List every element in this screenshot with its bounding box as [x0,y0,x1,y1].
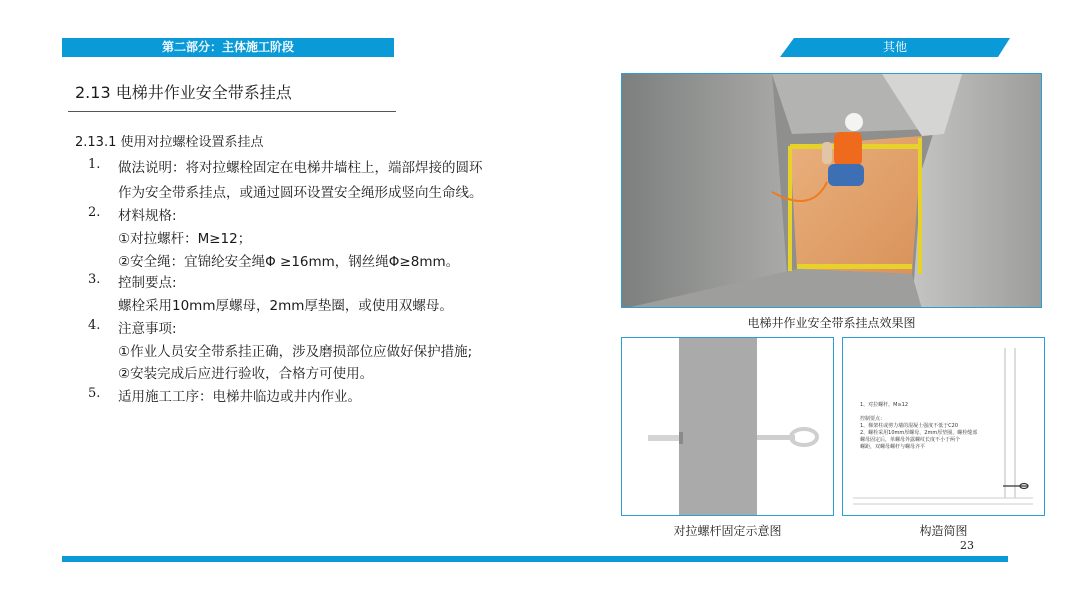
list-number: 4. [88,318,101,333]
list-line: 螺栓采用10mm厚螺母，2mm厚垫圈，或使用双螺母。 [118,298,453,314]
sketch-note: 螺距，双螺母螺杆与螺母齐平 [860,444,926,450]
sketch-note: 1、梯架柱或剪力墙的混凝土强度不低于C20 [860,423,959,429]
sketch-notes [860,402,977,451]
list-line: 材料规格: [118,208,177,224]
list-number: 5. [88,386,101,401]
list-line: ①对拉螺杆：M≥12； [118,231,252,247]
elevator-shaft-render [621,73,1042,308]
section-title: 2.13 电梯井作业安全带系挂点 [75,83,292,102]
list-line: 控制要点: [118,275,177,291]
bolt-figure-caption: 对拉螺杆固定示意图 [673,524,782,538]
sketch-note: 2、螺栓采用10mm厚螺母，2mm厚垫圈，螺栓缝部 [860,430,978,436]
title-underline [68,111,396,112]
list-line: 适用施工工序：电梯井临边或井内作业。 [118,389,361,405]
list-line: 作为安全带系挂点，或通过圆环设置安全绳形成竖向生命线。 [118,185,483,201]
sketch-figure-caption: 构造简图 [919,524,968,538]
header-category-label: 其他 [882,40,907,54]
subsection-title: 2.13.1 使用对拉螺栓设置系挂点 [75,135,264,150]
list-number: 3. [88,272,101,287]
list-line: 注意事项: [118,321,177,337]
header-part-label: 第二部分：主体施工阶段 [161,40,294,54]
list-line: 做法说明：将对拉螺栓固定在电梯井墙柱上，端部焊接的圆环 [118,160,483,176]
footer-bar [62,556,1008,562]
shaft-scene-illustration [622,74,1042,308]
main-figure-caption: 电梯井作业安全带系挂点效果图 [747,316,916,330]
list-line: ②安装完成后应进行验收，合格方可使用。 [118,366,374,382]
bolt-illustration [622,338,834,516]
construction-sketch-figure [842,337,1045,516]
sketch-note: 控制要点： [860,416,886,422]
list-number: 1. [88,157,101,172]
sketch-note: 1、对拉螺杆，M≥12 [860,402,909,408]
list-line: ②安全绳：宜锦纶安全绳Φ ≥16mm，钢丝绳Φ≥8mm。 [118,254,460,270]
list-number: 2. [88,205,101,220]
list-line: ①作业人员安全带系挂正确，涉及磨损部位应做好保护措施; [118,344,473,360]
footer-stripes [870,552,1010,564]
bolt-fixing-figure [621,337,834,516]
sketch-note: 螺母固定后，单螺母外露螺纹长度不小于两个 [860,437,961,443]
page-number: 23 [960,539,974,552]
